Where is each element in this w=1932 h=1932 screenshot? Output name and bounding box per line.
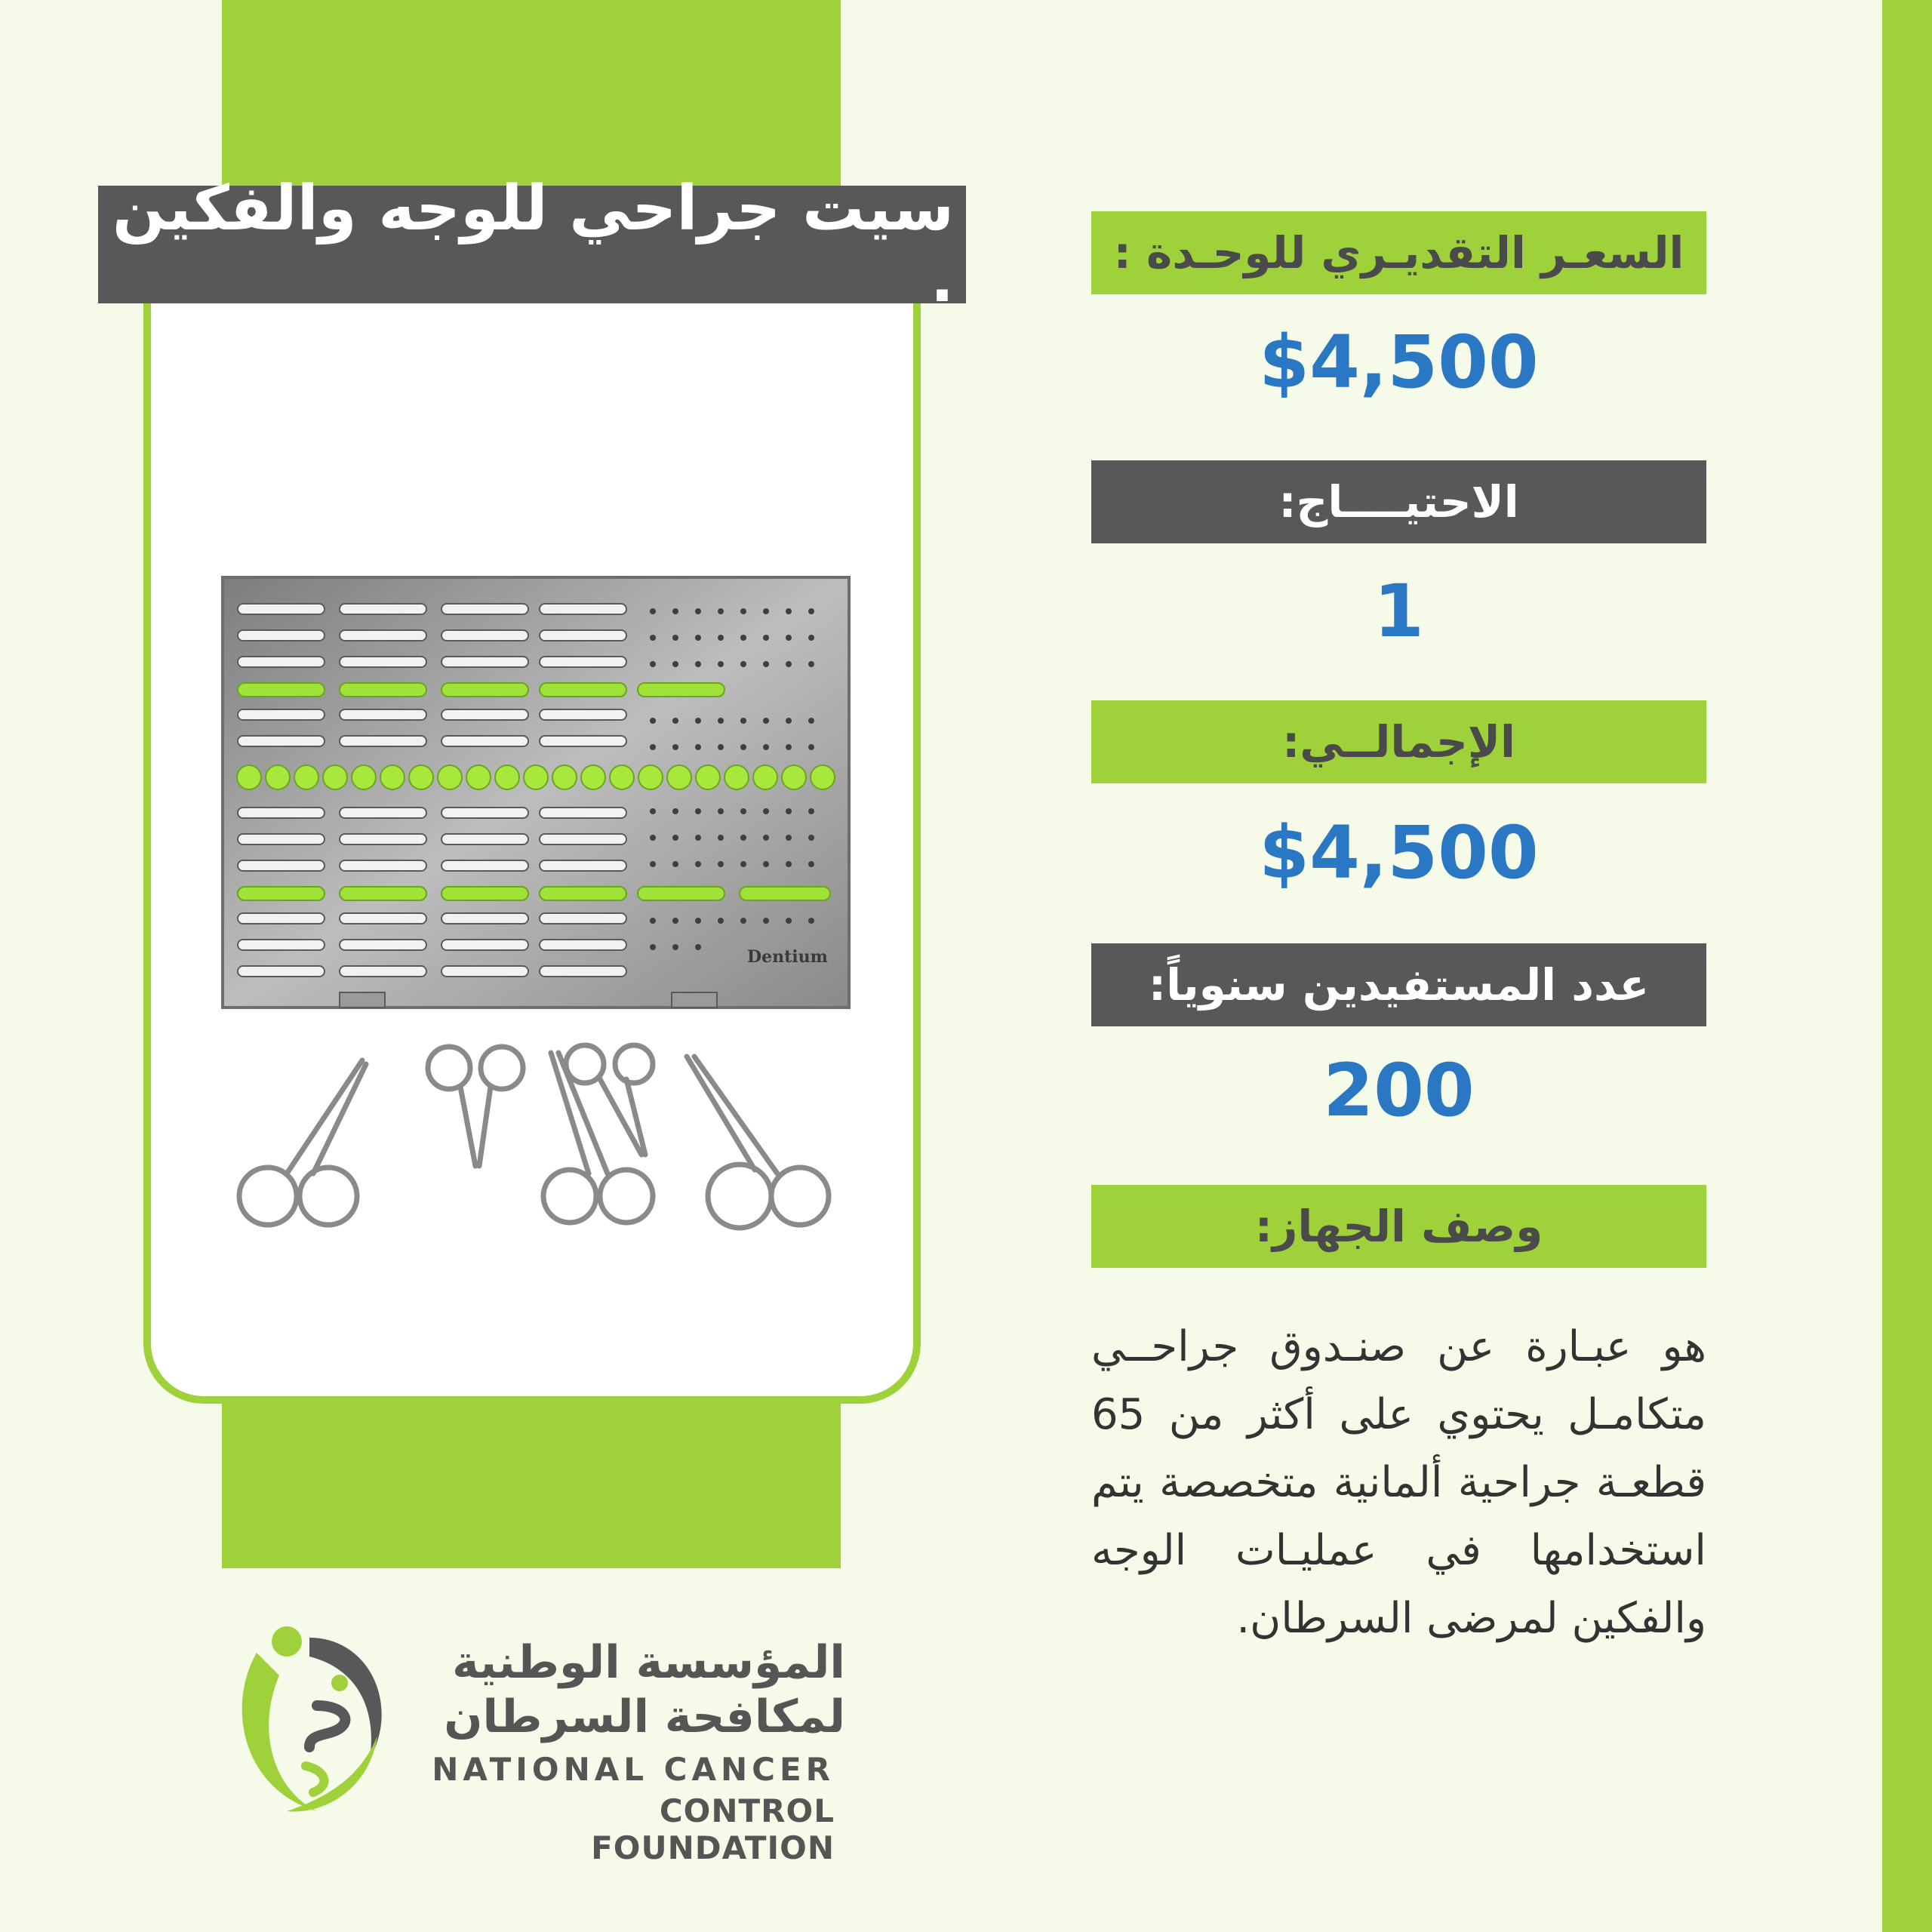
org-name-ar-line2: لمكافحة السرطان xyxy=(444,1690,845,1743)
beneficiaries-label: عدد المستفيدين سنوياً: xyxy=(1148,959,1650,1011)
need-value: 1 xyxy=(1374,569,1424,654)
unit-price-label: السعـر التقديـري للوحـدة : xyxy=(1113,227,1684,278)
need-label: الاحتيــــاج: xyxy=(1278,476,1519,528)
unit-price-label-bar xyxy=(1091,211,1706,294)
org-name-en-line1: NATIONAL CANCER xyxy=(432,1751,835,1788)
foundation-logo-icon xyxy=(226,1623,400,1819)
beneficiaries-label-bar xyxy=(1091,943,1706,1026)
right-accent-strip xyxy=(1882,0,1932,1932)
org-name-ar-line1: المؤسسة الوطنية xyxy=(452,1636,845,1689)
page-title: سيت جراحي للوجه والفكين . xyxy=(112,173,954,316)
surgical-set-image xyxy=(219,570,860,1249)
beneficiaries-value: 200 xyxy=(1323,1048,1475,1133)
unit-price-value: $4,500 xyxy=(1259,320,1539,405)
total-label: الإجمالــي: xyxy=(1282,716,1515,768)
description-label-bar xyxy=(1091,1185,1706,1268)
title-banner xyxy=(98,173,966,316)
total-label-bar xyxy=(1091,700,1706,783)
need-label-bar xyxy=(1091,460,1706,543)
description-label: وصف الجهاز: xyxy=(1254,1201,1543,1252)
total-value: $4,500 xyxy=(1259,811,1539,895)
tray-brand-text: Dentium xyxy=(747,947,828,967)
org-name-en-line2: CONTROL FOUNDATION xyxy=(591,1792,835,1866)
description-text: هو عبـارة عن صنـدوق جراحــي متكامـل يحتوي على أكثر من 65 قطعـة جراحية ألمانية متخصصة يتم استخدامها في عمليـات الوجه والفكين لمرضى السرطان. xyxy=(1091,1322,1706,1643)
